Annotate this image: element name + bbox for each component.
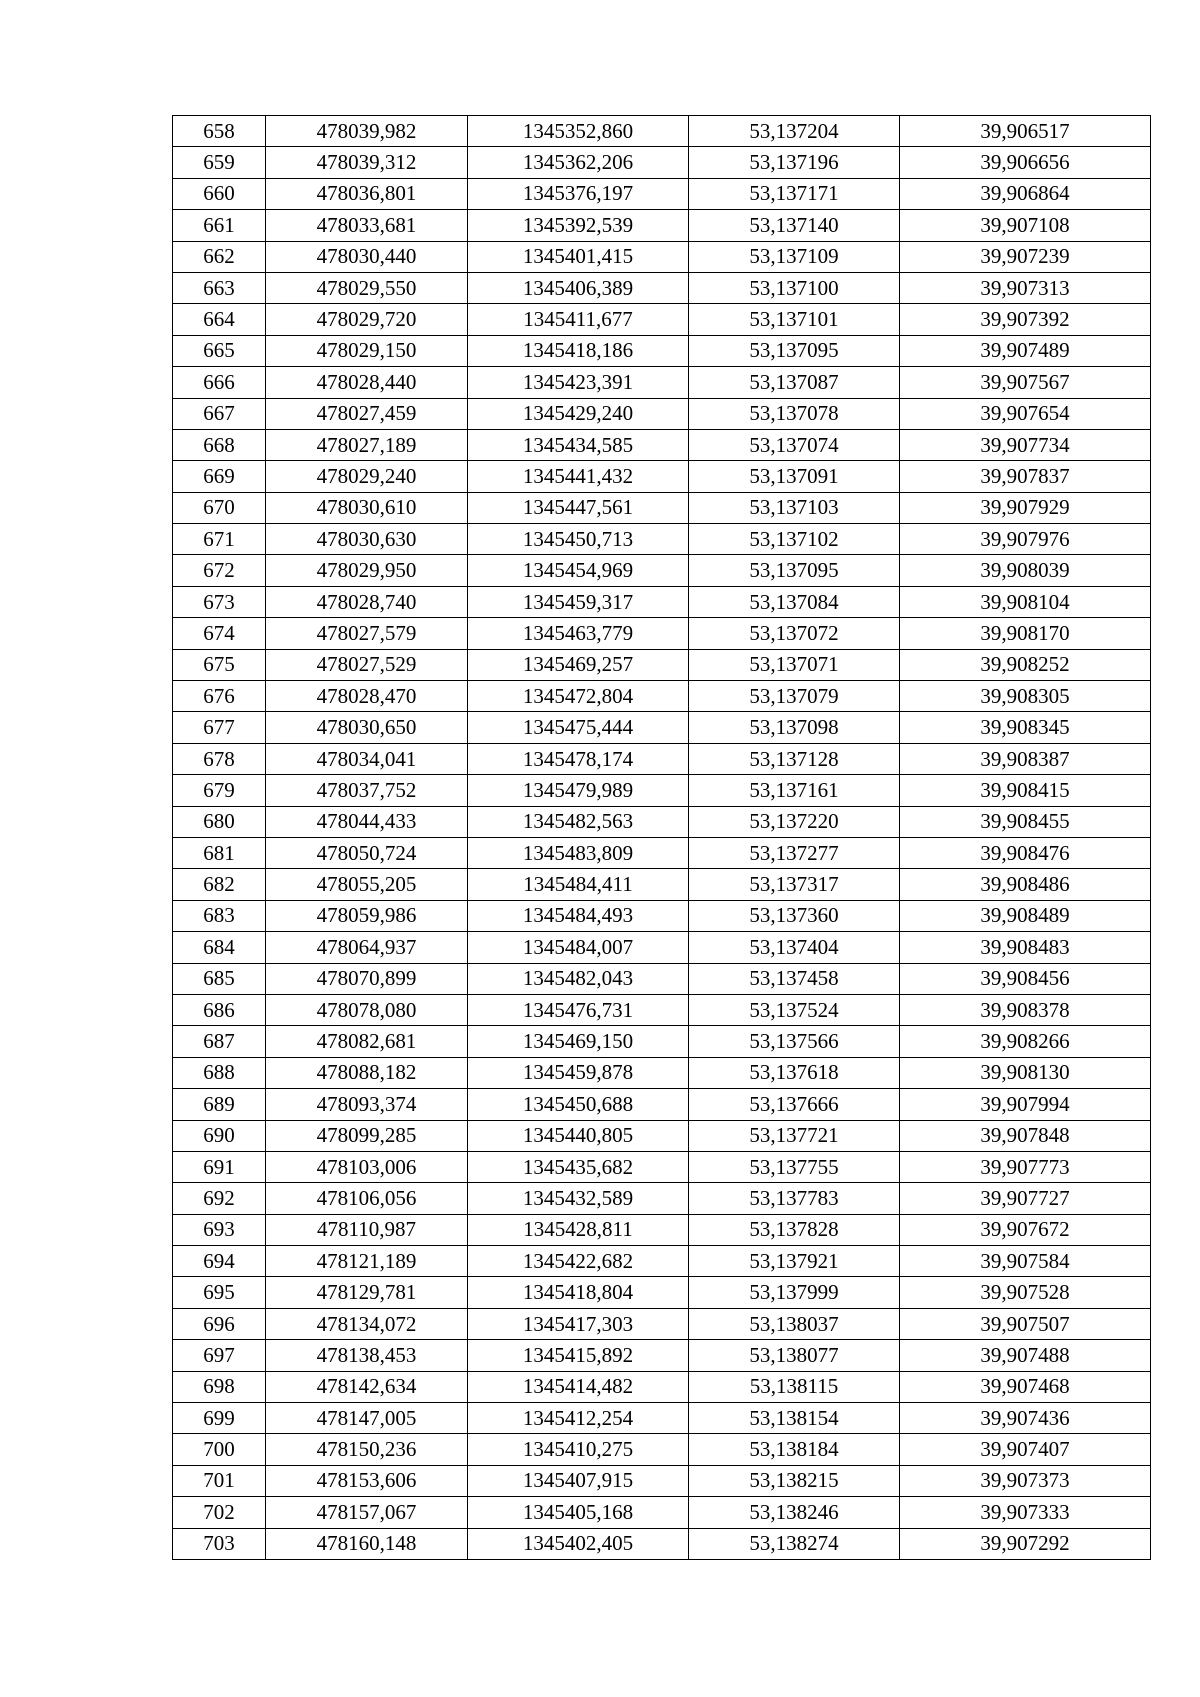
y-coordinate-cell: 1345476,731 <box>468 994 689 1025</box>
x-coordinate-cell: 478147,005 <box>266 1403 468 1434</box>
table-row <box>173 1371 1151 1402</box>
y-coordinate-cell: 1345415,892 <box>468 1340 689 1371</box>
y-coordinate-cell: 1345432,589 <box>468 1183 689 1214</box>
longitude-cell: 39,907672 <box>900 1214 1151 1245</box>
table-row <box>173 524 1151 555</box>
x-coordinate-cell: 478027,189 <box>266 429 468 460</box>
x-coordinate-cell: 478030,630 <box>266 524 468 555</box>
table-row <box>173 178 1151 209</box>
latitude-cell: 53,138115 <box>689 1371 900 1402</box>
longitude-cell: 39,908415 <box>900 775 1151 806</box>
point-number-cell: 682 <box>173 869 266 900</box>
table-row <box>173 1183 1151 1214</box>
y-coordinate-cell: 1345483,809 <box>468 837 689 868</box>
y-coordinate-cell: 1345463,779 <box>468 618 689 649</box>
table-row <box>173 649 1151 680</box>
y-coordinate-cell: 1345412,254 <box>468 1403 689 1434</box>
y-coordinate-cell: 1345441,432 <box>468 461 689 492</box>
point-number-cell: 668 <box>173 429 266 460</box>
latitude-cell: 53,137755 <box>689 1151 900 1182</box>
point-number-cell: 661 <box>173 210 266 241</box>
latitude-cell: 53,137196 <box>689 147 900 178</box>
x-coordinate-cell: 478099,285 <box>266 1120 468 1151</box>
x-coordinate-cell: 478029,950 <box>266 555 468 586</box>
latitude-cell: 53,137072 <box>689 618 900 649</box>
y-coordinate-cell: 1345475,444 <box>468 712 689 743</box>
point-number-cell: 690 <box>173 1120 266 1151</box>
point-number-cell: 665 <box>173 335 266 366</box>
longitude-cell: 39,908345 <box>900 712 1151 743</box>
longitude-cell: 39,906864 <box>900 178 1151 209</box>
y-coordinate-cell: 1345405,168 <box>468 1497 689 1528</box>
latitude-cell: 53,137100 <box>689 272 900 303</box>
table-row <box>173 210 1151 241</box>
table-row <box>173 492 1151 523</box>
x-coordinate-cell: 478088,182 <box>266 1057 468 1088</box>
longitude-cell: 39,906656 <box>900 147 1151 178</box>
x-coordinate-cell: 478110,987 <box>266 1214 468 1245</box>
table-row <box>173 1434 1151 1465</box>
longitude-cell: 39,908378 <box>900 994 1151 1025</box>
x-coordinate-cell: 478029,240 <box>266 461 468 492</box>
x-coordinate-cell: 478153,606 <box>266 1465 468 1496</box>
latitude-cell: 53,137078 <box>689 398 900 429</box>
longitude-cell: 39,907976 <box>900 524 1151 555</box>
table-row <box>173 1403 1151 1434</box>
x-coordinate-cell: 478029,150 <box>266 335 468 366</box>
point-number-cell: 670 <box>173 492 266 523</box>
longitude-cell: 39,908266 <box>900 1026 1151 1057</box>
x-coordinate-cell: 478037,752 <box>266 775 468 806</box>
y-coordinate-cell: 1345417,303 <box>468 1308 689 1339</box>
latitude-cell: 53,137721 <box>689 1120 900 1151</box>
x-coordinate-cell: 478028,740 <box>266 586 468 617</box>
x-coordinate-cell: 478078,080 <box>266 994 468 1025</box>
latitude-cell: 53,137128 <box>689 743 900 774</box>
point-number-cell: 672 <box>173 555 266 586</box>
longitude-cell: 39,907333 <box>900 1497 1151 1528</box>
y-coordinate-cell: 1345406,389 <box>468 272 689 303</box>
x-coordinate-cell: 478160,148 <box>266 1528 468 1559</box>
y-coordinate-cell: 1345484,493 <box>468 900 689 931</box>
y-coordinate-cell: 1345418,804 <box>468 1277 689 1308</box>
y-coordinate-cell: 1345459,878 <box>468 1057 689 1088</box>
y-coordinate-cell: 1345429,240 <box>468 398 689 429</box>
x-coordinate-cell: 478050,724 <box>266 837 468 868</box>
table-row <box>173 1246 1151 1277</box>
latitude-cell: 53,137074 <box>689 429 900 460</box>
x-coordinate-cell: 478093,374 <box>266 1089 468 1120</box>
point-number-cell: 677 <box>173 712 266 743</box>
longitude-cell: 39,907108 <box>900 210 1151 241</box>
table-row <box>173 461 1151 492</box>
table-row <box>173 1057 1151 1088</box>
point-number-cell: 701 <box>173 1465 266 1496</box>
longitude-cell: 39,908252 <box>900 649 1151 680</box>
x-coordinate-cell: 478138,453 <box>266 1340 468 1371</box>
table-row <box>173 1026 1151 1057</box>
longitude-cell: 39,907292 <box>900 1528 1151 1559</box>
table-row <box>173 1528 1151 1559</box>
x-coordinate-cell: 478070,899 <box>266 963 468 994</box>
latitude-cell: 53,137404 <box>689 932 900 963</box>
point-number-cell: 699 <box>173 1403 266 1434</box>
latitude-cell: 53,138077 <box>689 1340 900 1371</box>
longitude-cell: 39,908305 <box>900 681 1151 712</box>
longitude-cell: 39,908455 <box>900 806 1151 837</box>
point-number-cell: 678 <box>173 743 266 774</box>
y-coordinate-cell: 1345454,969 <box>468 555 689 586</box>
latitude-cell: 53,137277 <box>689 837 900 868</box>
y-coordinate-cell: 1345484,007 <box>468 932 689 963</box>
point-number-cell: 664 <box>173 304 266 335</box>
x-coordinate-cell: 478134,072 <box>266 1308 468 1339</box>
longitude-cell: 39,907489 <box>900 335 1151 366</box>
point-number-cell: 680 <box>173 806 266 837</box>
table-row <box>173 837 1151 868</box>
longitude-cell: 39,907468 <box>900 1371 1151 1402</box>
longitude-cell: 39,908104 <box>900 586 1151 617</box>
x-coordinate-cell: 478044,433 <box>266 806 468 837</box>
coordinates-table-body <box>173 116 1151 1560</box>
y-coordinate-cell: 1345418,186 <box>468 335 689 366</box>
y-coordinate-cell: 1345469,257 <box>468 649 689 680</box>
longitude-cell: 39,908130 <box>900 1057 1151 1088</box>
point-number-cell: 663 <box>173 272 266 303</box>
y-coordinate-cell: 1345410,275 <box>468 1434 689 1465</box>
longitude-cell: 39,906517 <box>900 116 1151 147</box>
point-number-cell: 659 <box>173 147 266 178</box>
table-row <box>173 1308 1151 1339</box>
longitude-cell: 39,907994 <box>900 1089 1151 1120</box>
point-number-cell: 676 <box>173 681 266 712</box>
longitude-cell: 39,907313 <box>900 272 1151 303</box>
latitude-cell: 53,137828 <box>689 1214 900 1245</box>
latitude-cell: 53,137220 <box>689 806 900 837</box>
longitude-cell: 39,908387 <box>900 743 1151 774</box>
y-coordinate-cell: 1345472,804 <box>468 681 689 712</box>
table-row <box>173 1340 1151 1371</box>
point-number-cell: 703 <box>173 1528 266 1559</box>
point-number-cell: 675 <box>173 649 266 680</box>
point-number-cell: 667 <box>173 398 266 429</box>
y-coordinate-cell: 1345411,677 <box>468 304 689 335</box>
longitude-cell: 39,907507 <box>900 1308 1151 1339</box>
latitude-cell: 53,137161 <box>689 775 900 806</box>
point-number-cell: 666 <box>173 367 266 398</box>
table-row <box>173 1151 1151 1182</box>
x-coordinate-cell: 478129,781 <box>266 1277 468 1308</box>
y-coordinate-cell: 1345484,411 <box>468 869 689 900</box>
point-number-cell: 695 <box>173 1277 266 1308</box>
longitude-cell: 39,907929 <box>900 492 1151 523</box>
latitude-cell: 53,137084 <box>689 586 900 617</box>
point-number-cell: 686 <box>173 994 266 1025</box>
x-coordinate-cell: 478030,610 <box>266 492 468 523</box>
table-row <box>173 1497 1151 1528</box>
latitude-cell: 53,137109 <box>689 241 900 272</box>
table-row <box>173 367 1151 398</box>
point-number-cell: 684 <box>173 932 266 963</box>
table-row <box>173 304 1151 335</box>
x-coordinate-cell: 478028,470 <box>266 681 468 712</box>
table-row <box>173 1214 1151 1245</box>
x-coordinate-cell: 478030,440 <box>266 241 468 272</box>
point-number-cell: 683 <box>173 900 266 931</box>
table-row <box>173 1120 1151 1151</box>
point-number-cell: 662 <box>173 241 266 272</box>
latitude-cell: 53,138215 <box>689 1465 900 1496</box>
x-coordinate-cell: 478036,801 <box>266 178 468 209</box>
point-number-cell: 674 <box>173 618 266 649</box>
table-row <box>173 900 1151 931</box>
point-number-cell: 700 <box>173 1434 266 1465</box>
longitude-cell: 39,907837 <box>900 461 1151 492</box>
point-number-cell: 669 <box>173 461 266 492</box>
point-number-cell: 673 <box>173 586 266 617</box>
x-coordinate-cell: 478157,067 <box>266 1497 468 1528</box>
latitude-cell: 53,138184 <box>689 1434 900 1465</box>
point-number-cell: 693 <box>173 1214 266 1245</box>
table-row <box>173 963 1151 994</box>
longitude-cell: 39,908456 <box>900 963 1151 994</box>
longitude-cell: 39,907436 <box>900 1403 1151 1434</box>
latitude-cell: 53,138274 <box>689 1528 900 1559</box>
latitude-cell: 53,137999 <box>689 1277 900 1308</box>
table-row <box>173 806 1151 837</box>
longitude-cell: 39,907373 <box>900 1465 1151 1496</box>
longitude-cell: 39,907654 <box>900 398 1151 429</box>
latitude-cell: 53,137171 <box>689 178 900 209</box>
longitude-cell: 39,908486 <box>900 869 1151 900</box>
y-coordinate-cell: 1345392,539 <box>468 210 689 241</box>
x-coordinate-cell: 478103,006 <box>266 1151 468 1182</box>
y-coordinate-cell: 1345434,585 <box>468 429 689 460</box>
latitude-cell: 53,137103 <box>689 492 900 523</box>
y-coordinate-cell: 1345478,174 <box>468 743 689 774</box>
point-number-cell: 694 <box>173 1246 266 1277</box>
latitude-cell: 53,137458 <box>689 963 900 994</box>
y-coordinate-cell: 1345440,805 <box>468 1120 689 1151</box>
table-row <box>173 932 1151 963</box>
table-row <box>173 618 1151 649</box>
latitude-cell: 53,137317 <box>689 869 900 900</box>
y-coordinate-cell: 1345423,391 <box>468 367 689 398</box>
latitude-cell: 53,138037 <box>689 1308 900 1339</box>
latitude-cell: 53,137102 <box>689 524 900 555</box>
x-coordinate-cell: 478055,205 <box>266 869 468 900</box>
longitude-cell: 39,908489 <box>900 900 1151 931</box>
point-number-cell: 696 <box>173 1308 266 1339</box>
x-coordinate-cell: 478029,550 <box>266 272 468 303</box>
longitude-cell: 39,907488 <box>900 1340 1151 1371</box>
x-coordinate-cell: 478030,650 <box>266 712 468 743</box>
point-number-cell: 691 <box>173 1151 266 1182</box>
longitude-cell: 39,907734 <box>900 429 1151 460</box>
x-coordinate-cell: 478033,681 <box>266 210 468 241</box>
table-row <box>173 775 1151 806</box>
x-coordinate-cell: 478039,312 <box>266 147 468 178</box>
point-number-cell: 685 <box>173 963 266 994</box>
table-row <box>173 869 1151 900</box>
table-row <box>173 335 1151 366</box>
latitude-cell: 53,137783 <box>689 1183 900 1214</box>
table-row <box>173 241 1151 272</box>
y-coordinate-cell: 1345401,415 <box>468 241 689 272</box>
point-number-cell: 671 <box>173 524 266 555</box>
table-row <box>173 555 1151 586</box>
y-coordinate-cell: 1345435,682 <box>468 1151 689 1182</box>
longitude-cell: 39,907407 <box>900 1434 1151 1465</box>
y-coordinate-cell: 1345407,915 <box>468 1465 689 1496</box>
latitude-cell: 53,137079 <box>689 681 900 712</box>
latitude-cell: 53,138154 <box>689 1403 900 1434</box>
longitude-cell: 39,908039 <box>900 555 1151 586</box>
y-coordinate-cell: 1345479,989 <box>468 775 689 806</box>
point-number-cell: 660 <box>173 178 266 209</box>
x-coordinate-cell: 478106,056 <box>266 1183 468 1214</box>
table-row <box>173 681 1151 712</box>
x-coordinate-cell: 478027,529 <box>266 649 468 680</box>
x-coordinate-cell: 478039,982 <box>266 116 468 147</box>
table-row <box>173 398 1151 429</box>
x-coordinate-cell: 478027,579 <box>266 618 468 649</box>
point-number-cell: 679 <box>173 775 266 806</box>
y-coordinate-cell: 1345469,150 <box>468 1026 689 1057</box>
latitude-cell: 53,138246 <box>689 1497 900 1528</box>
latitude-cell: 53,137921 <box>689 1246 900 1277</box>
longitude-cell: 39,907848 <box>900 1120 1151 1151</box>
point-number-cell: 658 <box>173 116 266 147</box>
latitude-cell: 53,137095 <box>689 555 900 586</box>
longitude-cell: 39,907392 <box>900 304 1151 335</box>
x-coordinate-cell: 478029,720 <box>266 304 468 335</box>
latitude-cell: 53,137140 <box>689 210 900 241</box>
x-coordinate-cell: 478082,681 <box>266 1026 468 1057</box>
latitude-cell: 53,137101 <box>689 304 900 335</box>
table-row <box>173 1277 1151 1308</box>
longitude-cell: 39,907528 <box>900 1277 1151 1308</box>
table-row <box>173 712 1151 743</box>
y-coordinate-cell: 1345428,811 <box>468 1214 689 1245</box>
table-row <box>173 1465 1151 1496</box>
x-coordinate-cell: 478064,937 <box>266 932 468 963</box>
y-coordinate-cell: 1345450,688 <box>468 1089 689 1120</box>
table-row <box>173 116 1151 147</box>
x-coordinate-cell: 478028,440 <box>266 367 468 398</box>
table-row <box>173 272 1151 303</box>
y-coordinate-cell: 1345402,405 <box>468 1528 689 1559</box>
table-row <box>173 586 1151 617</box>
x-coordinate-cell: 478027,459 <box>266 398 468 429</box>
latitude-cell: 53,137666 <box>689 1089 900 1120</box>
latitude-cell: 53,137087 <box>689 367 900 398</box>
y-coordinate-cell: 1345422,682 <box>468 1246 689 1277</box>
latitude-cell: 53,137204 <box>689 116 900 147</box>
longitude-cell: 39,907773 <box>900 1151 1151 1182</box>
longitude-cell: 39,908476 <box>900 837 1151 868</box>
x-coordinate-cell: 478059,986 <box>266 900 468 931</box>
latitude-cell: 53,137566 <box>689 1026 900 1057</box>
latitude-cell: 53,137071 <box>689 649 900 680</box>
x-coordinate-cell: 478034,041 <box>266 743 468 774</box>
table-row <box>173 429 1151 460</box>
table-row <box>173 743 1151 774</box>
y-coordinate-cell: 1345352,860 <box>468 116 689 147</box>
y-coordinate-cell: 1345482,563 <box>468 806 689 837</box>
longitude-cell: 39,907239 <box>900 241 1151 272</box>
y-coordinate-cell: 1345376,197 <box>468 178 689 209</box>
table-row <box>173 147 1151 178</box>
longitude-cell: 39,908483 <box>900 932 1151 963</box>
point-number-cell: 687 <box>173 1026 266 1057</box>
point-number-cell: 697 <box>173 1340 266 1371</box>
x-coordinate-cell: 478121,189 <box>266 1246 468 1277</box>
longitude-cell: 39,907727 <box>900 1183 1151 1214</box>
table-row <box>173 994 1151 1025</box>
longitude-cell: 39,907584 <box>900 1246 1151 1277</box>
x-coordinate-cell: 478150,236 <box>266 1434 468 1465</box>
x-coordinate-cell: 478142,634 <box>266 1371 468 1402</box>
y-coordinate-cell: 1345459,317 <box>468 586 689 617</box>
point-number-cell: 688 <box>173 1057 266 1088</box>
y-coordinate-cell: 1345482,043 <box>468 963 689 994</box>
y-coordinate-cell: 1345362,206 <box>468 147 689 178</box>
table-row <box>173 1089 1151 1120</box>
y-coordinate-cell: 1345447,561 <box>468 492 689 523</box>
latitude-cell: 53,137095 <box>689 335 900 366</box>
latitude-cell: 53,137098 <box>689 712 900 743</box>
point-number-cell: 681 <box>173 837 266 868</box>
latitude-cell: 53,137360 <box>689 900 900 931</box>
longitude-cell: 39,908170 <box>900 618 1151 649</box>
latitude-cell: 53,137524 <box>689 994 900 1025</box>
y-coordinate-cell: 1345450,713 <box>468 524 689 555</box>
point-number-cell: 698 <box>173 1371 266 1402</box>
point-number-cell: 702 <box>173 1497 266 1528</box>
longitude-cell: 39,907567 <box>900 367 1151 398</box>
latitude-cell: 53,137091 <box>689 461 900 492</box>
point-number-cell: 692 <box>173 1183 266 1214</box>
latitude-cell: 53,137618 <box>689 1057 900 1088</box>
y-coordinate-cell: 1345414,482 <box>468 1371 689 1402</box>
coordinates-table <box>172 115 1151 1560</box>
point-number-cell: 689 <box>173 1089 266 1120</box>
